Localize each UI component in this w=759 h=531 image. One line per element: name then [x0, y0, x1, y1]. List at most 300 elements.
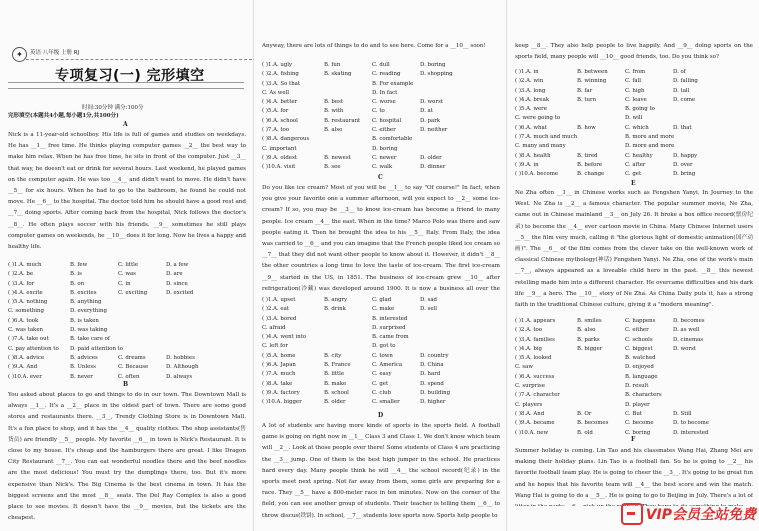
option-row	[8, 317, 248, 326]
option-cell: B. Unless	[70, 364, 96, 371]
option-cell: ( )4.A. better	[262, 99, 298, 106]
option-cell	[166, 298, 214, 307]
option-cell	[166, 345, 214, 354]
option-cell: ( )10.A. ever	[8, 373, 42, 380]
option-cell: D. player	[625, 401, 650, 408]
option-cell: ( )3.A. families	[515, 336, 555, 343]
option-cell: B. old	[577, 429, 593, 436]
option-cell: C. little	[118, 262, 139, 268]
option-row	[8, 261, 248, 270]
option-cell: ( )10.A. become	[515, 171, 559, 178]
option-cell: B. with	[324, 108, 344, 115]
option-cell	[577, 105, 625, 114]
section-label-c: C	[378, 174, 383, 181]
option-cell: C. important	[262, 145, 297, 152]
option-cell: ( )1.A. appears	[515, 318, 556, 324]
option-row	[262, 361, 502, 370]
option-cell: D. over	[673, 161, 693, 168]
option-cell	[324, 145, 372, 154]
option-cell: D. boring	[420, 62, 446, 68]
option-cell: ( )6.A. school	[262, 117, 298, 124]
option-row	[515, 96, 755, 105]
option-cell: D. neither	[420, 127, 448, 134]
option-row	[8, 270, 248, 279]
option-cell	[673, 354, 721, 363]
option-cell: ( )5.A. looked	[515, 355, 552, 362]
option-cell	[420, 89, 468, 98]
option-cell	[118, 317, 166, 326]
section-label-d: D	[378, 412, 384, 419]
option-row	[262, 89, 502, 98]
option-cell: B. anything	[70, 299, 102, 306]
option-cell: C. fall	[625, 78, 642, 85]
header-divider	[26, 59, 252, 60]
option-row	[262, 135, 502, 144]
option-row	[515, 133, 755, 142]
section-label-a: A	[123, 121, 128, 128]
option-row	[515, 354, 755, 363]
option-cell: D. result	[625, 383, 649, 390]
option-cell	[324, 80, 372, 89]
option-cell: ( )3.A. bored	[262, 315, 297, 322]
option-cell: ( )1.A. ugly	[262, 62, 293, 68]
option-row	[262, 380, 502, 389]
option-cell: C. saw	[515, 364, 533, 371]
option-cell: C. America	[372, 362, 403, 369]
option-row	[262, 370, 502, 379]
option-cell: C. walk	[372, 164, 393, 171]
option-cell: B. far	[577, 87, 593, 94]
option-row	[515, 373, 755, 382]
option-cell: D. higher	[420, 399, 446, 406]
option-cell: B. skating	[324, 71, 352, 78]
watermark-text: VIP会员全站免费	[645, 507, 756, 523]
option-cell	[673, 105, 721, 114]
option-cell: ( )8.A. health	[515, 152, 551, 159]
page-header	[12, 47, 252, 61]
title-banner	[8, 82, 244, 89]
option-cell: B. drink	[324, 306, 346, 313]
option-cell: D. got to	[372, 343, 396, 350]
option-row	[515, 419, 755, 428]
option-cell: C. glad	[372, 297, 392, 303]
option-cell	[324, 333, 372, 342]
option-cell: B. going to	[625, 106, 655, 113]
option-cell	[673, 382, 721, 391]
option-cell: B. turn	[577, 96, 597, 103]
passage-e: Ne Zha often __1__ in Chinese works such as Fengshen Yanyi, In Journey to the West. Ne Zha is __2__ a famous character. The popular summer movie, Ne Zha, came out in Chinese mainland __3__ on July 26. It broke a box office record(票房纪录) to become the __4__ ever cartoon movie in China. Many Chinese Internet users __5__ the film very much, calling it "the glorious light of domestic animation(国产动画)". The __6__ of the film comes from the clever take on the well-known work of classical Chinese mythology(神话) Fengshen Yanyi. Ne Zha, one of the work's main __7__, always appeared as a loveable child hero in the past. __8__ this newest retelling made him into a different character. He overcame difficulties and his dark life __9__ a hero. The __10__ story of Ne Zha. As China Daily puts it, has a strong faith in the traditional Chinese culture, giving it a "modern meaning".	[515, 190, 753, 309]
option-cell: ( )2.A. fishing	[262, 71, 299, 78]
option-row	[515, 152, 755, 161]
option-cell: C. make	[372, 306, 395, 313]
option-cell: B. Or	[577, 410, 592, 417]
option-cell: C. hospital	[372, 117, 402, 124]
option-cell	[577, 363, 625, 372]
option-cell: ( )8.A. take	[262, 380, 293, 387]
option-cell: C. players	[515, 401, 543, 408]
passage-b: You asked about places to go and things to do in our town. The Downtown Mall is always __1__. It's a __2__ place in the oldest part of town. There are some good stores and restaurants there. __3__, Trendy Clothing Store is in Downtown Mall. It's a fun place to shop, and it has the __4__ quality clothes. The shop assistants(售货员) are friendly __5__ people. My favorite __6__ in town is Nick's Restaurant. It is close to my house. It's cheap and the hamburgers there are great. I like Dragon City Restaurant __7__. You can eat wonderful noodles there and the beef noodles are the most delicious! You must try the dumplings there, too. But it's more expensive than Nick's. The Big Cinema is the best cinema in town. It has the biggest screens and the most __8__ seats. The Del Ray Complex is also a good place to see movies. It doesn't have the __9__ movies, but the tickets are the cheapest.	[8, 392, 246, 522]
option-row	[515, 363, 755, 372]
option-cell: C. pay attention to	[8, 345, 59, 352]
option-row	[262, 117, 502, 126]
option-cell: B. fun	[324, 62, 341, 68]
option-cell	[118, 345, 166, 354]
option-cell	[673, 401, 721, 410]
option-cell	[324, 324, 372, 333]
option-cell: D. surprised	[372, 324, 406, 331]
option-cell: D. come	[673, 96, 696, 103]
option-cell	[420, 135, 468, 144]
option-row	[262, 61, 502, 70]
option-cell: B. angry	[324, 297, 348, 303]
option-cell	[420, 145, 468, 154]
option-cell: B. more and more	[625, 134, 675, 141]
option-cell: B. watched	[625, 355, 656, 362]
option-cell: C. something	[8, 308, 44, 315]
option-cell: ( )2.A. be	[8, 271, 34, 278]
option-cell: D. are	[166, 271, 183, 278]
option-cell: C. often	[118, 373, 140, 380]
option-cell: D. happy	[673, 152, 698, 159]
option-cell	[420, 315, 468, 324]
option-row	[262, 352, 502, 361]
option-cell: B. bigger	[577, 345, 603, 352]
option-cell: C. high	[625, 87, 645, 94]
option-row	[515, 77, 755, 86]
option-cell: B. France	[324, 362, 351, 369]
option-row	[262, 70, 502, 79]
option-cell: B. smiles	[577, 318, 602, 324]
option-cell: D. as well	[673, 327, 700, 334]
option-cell: C. surprise	[515, 383, 545, 390]
option-cell: B. newest	[324, 154, 351, 161]
option-row	[262, 324, 502, 333]
section-label-f: F	[631, 436, 636, 443]
option-cell: ( )3.A. long	[515, 87, 546, 94]
option-cell: D. tall	[673, 87, 690, 94]
option-cell: D. falling	[673, 78, 698, 85]
option-cell: B. tired	[577, 152, 598, 159]
option-cell: C. which	[625, 124, 649, 131]
option-cell: ( )5.A. for	[262, 108, 289, 115]
option-cell: ( )2.A. eat	[262, 306, 289, 313]
option-cell: C. newer	[372, 154, 397, 161]
option-cell: C. boring	[625, 429, 651, 436]
option-cell: ( )6.A. Japan	[262, 362, 296, 369]
option-cell: D. always	[166, 373, 193, 380]
option-cell: C. dull	[372, 62, 390, 68]
option-row	[515, 317, 755, 326]
option-row	[262, 315, 502, 324]
option-cell: ( )6.A. took	[8, 317, 39, 324]
option-row	[515, 142, 755, 151]
option-cell: D. will	[625, 115, 643, 122]
option-cell: C. get	[372, 380, 389, 387]
option-cell: C. But	[625, 410, 642, 417]
option-cell: C. either	[372, 127, 396, 134]
option-row	[262, 126, 502, 135]
option-row	[515, 124, 755, 133]
option-row	[515, 105, 755, 114]
option-cell: B. For example	[372, 80, 414, 87]
option-cell: B. best	[324, 99, 343, 106]
option-cell	[420, 333, 468, 342]
option-cell: D. building	[420, 389, 451, 396]
section-intro: 完形填空(本题共4小题,每小题1分,共100分)	[8, 113, 119, 119]
option-cell: ( )4.A. big	[515, 345, 543, 352]
option-row	[515, 345, 755, 354]
option-cell	[166, 335, 214, 344]
option-cell: B. older	[324, 399, 346, 406]
option-cell: ( )5.A. home	[262, 352, 296, 359]
option-cell	[118, 307, 166, 316]
option-row	[515, 161, 755, 170]
option-cell: C. either	[625, 327, 649, 334]
option-cell: C. was taken	[8, 327, 43, 334]
option-cell: ( )7.A. too	[262, 127, 290, 134]
option-row	[262, 80, 502, 89]
vip-watermark	[621, 503, 756, 525]
column-1	[0, 0, 252, 531]
option-cell: D. was taking	[70, 327, 108, 334]
option-cell: B. school	[324, 389, 349, 396]
option-cell: ( )4.A. went into	[262, 334, 307, 341]
option-cell: D. at	[420, 108, 433, 115]
section-label-b: B	[123, 381, 129, 388]
option-cell: B. winning	[577, 78, 607, 85]
option-cell: D. country	[420, 352, 449, 359]
option-row	[515, 391, 755, 400]
option-cell: ( )9.A. factory	[262, 389, 300, 396]
option-cell: C. left for	[262, 343, 288, 350]
option-cell: B. excites	[70, 289, 97, 296]
option-cell: D. sell	[420, 306, 437, 313]
option-cell: C. from	[625, 69, 646, 75]
option-row	[515, 326, 755, 335]
option-cell	[577, 373, 625, 382]
option-cell: ( )2.A. win	[515, 78, 544, 85]
option-cell: C. schools	[625, 336, 653, 343]
option-cell: ( )9.A. oldest	[262, 154, 297, 161]
option-cell: B. on	[70, 280, 85, 287]
option-cell: D. boring	[372, 145, 398, 152]
option-cell	[577, 391, 625, 400]
option-row	[515, 410, 755, 419]
option-cell	[577, 142, 625, 151]
option-cell: C. biggest	[625, 345, 653, 352]
option-row	[262, 296, 502, 305]
option-cell	[324, 315, 372, 324]
option-cell: D. Still	[673, 410, 692, 417]
options-c	[262, 296, 502, 408]
option-cell: C. leave	[625, 96, 647, 103]
passage-f: Summer holiday is coming. Lin Tao and his classmates Wang Hai, Zhang Mei are making their holiday plans. Lin Tao is a football fan. So he is going to __2__ his favorite football team play. He is going to cheer the __3__. It's going to be great fun and he hopes that his favorite team will __4__ the best score and win the match. Wang Hai is going to do a __5__. He is going to go to Beijing in July. There's a lot of	[515, 448, 753, 499]
option-cell	[324, 135, 372, 144]
option-cell: B. comfortable	[372, 136, 413, 143]
option-cell: D. everything	[70, 308, 107, 315]
option-row	[8, 354, 248, 363]
option-cell: C. get	[625, 171, 642, 178]
option-cell: D. older	[420, 154, 442, 161]
time-info: 时间:30分钟 满分:100分	[82, 105, 144, 111]
option-cell	[673, 363, 721, 372]
option-row	[262, 154, 502, 163]
option-cell: B. few	[70, 262, 88, 268]
option-row	[8, 289, 248, 298]
option-cell: B. parks	[577, 336, 600, 343]
option-row	[262, 98, 502, 107]
option-cell: D. worst	[420, 99, 443, 106]
option-row	[8, 298, 248, 307]
option-cell: ( )8.A. dangerous	[262, 136, 310, 143]
option-cell: C. many and many	[515, 143, 566, 150]
passage-c: Do you like ice cream? Most of you will be __1__ to say "Of course!" In fact, when you give your favorite one a summer afternoon, will you expect to __2__ some ice-cream? If so, you may be __3__ to know ice-cream has become a friend to many people. Ice cream __4__ the east. When in the time? Marco Polo was there and saw people eating it. Then he brought the idea to his __5__ Italy. From Italy, the idea was carried to __6__ and you can imagine that the French people liked ice cream so __7__ that they did not want other people to know about it. However, it didn't __8__ the other countries a long time to love the taste of ice-cream. The first ice-cream __9__ started in the US, in 1851. The business of ice-cream grew __10__ after refrigeration(冷藏) was developed around 1900. It is now a business all over the	[262, 185, 500, 292]
option-cell: C. exciting	[118, 289, 148, 296]
option-cell	[420, 80, 468, 89]
option-cell: C. afraid	[262, 324, 286, 331]
section-label-e: E	[631, 180, 636, 187]
column-3	[506, 0, 759, 531]
option-cell: ( )7.A. character	[515, 392, 560, 399]
option-cell: D. Although	[166, 364, 199, 371]
option-cell	[673, 391, 721, 400]
option-cell	[166, 317, 214, 326]
options-e	[515, 317, 755, 438]
option-cell: ( )5.A. nothing	[8, 299, 48, 306]
option-cell: ( )8.A. And	[515, 410, 545, 417]
option-cell: D. enjoyed	[625, 364, 654, 371]
option-cell: B. is taken	[70, 317, 99, 324]
option-cell: D. dinner	[420, 164, 446, 171]
passage-a: Nick is a 11-year-old schoolboy. His life is full of games and studies on weekdays. He has __1__ free time. He thinks playing computer games __2__ the best way to make him relax. When he has free time, he sits in front of the computer. Just __3__ that way, he doesn't eat or drink for several hours. Last weekend, he played games on the computer again. He was too __4__ and didn't want to move. He didn't have __5__ for six hours. When he had to go to the bathroom, he found he could not move. He __6__ to the hospital. The doctor told him he should have a good rest and __7__ doing sports. After coming back from the hospital, Nick follows the doctor's __8__. He often plays soccer with his friends. __9__ sometimes he still plays computer games on weekends, he __10__ does it for long. Now he lives a happy and healthy life.	[8, 132, 246, 251]
option-cell: ( )9.A. in	[515, 161, 539, 168]
option-cell: C. easy	[372, 371, 392, 378]
option-cell: D. worst	[673, 345, 696, 352]
option-cell: B. also	[577, 327, 596, 334]
option-row	[515, 87, 755, 96]
option-cell: B. interested	[372, 315, 408, 322]
option-cell	[118, 326, 166, 335]
option-row	[8, 307, 248, 316]
option-cell: D. to become	[673, 420, 709, 427]
option-cell	[324, 89, 372, 98]
option-cell	[577, 114, 625, 123]
option-cell: ( )4.A. break	[515, 96, 550, 103]
option-cell: ( )2.A. too	[515, 327, 543, 334]
option-cell: C. worse	[372, 99, 396, 106]
option-cell: D. interested	[673, 429, 709, 436]
option-cell: B. came from	[372, 334, 409, 341]
option-cell: C. As well	[262, 89, 289, 96]
option-cell	[118, 298, 166, 307]
option-row	[515, 336, 755, 345]
option-row	[515, 114, 755, 123]
option-cell: ( )1.A. in	[515, 69, 539, 75]
option-cell	[420, 324, 468, 333]
option-row	[262, 145, 502, 154]
option-cell: D. bring	[673, 171, 696, 178]
option-cell	[166, 326, 214, 335]
option-row	[262, 163, 502, 172]
option-row	[8, 335, 248, 344]
option-cell: ( )10.A. new	[515, 429, 549, 436]
option-cell: C. smaller	[372, 399, 400, 406]
option-row	[262, 107, 502, 116]
option-cell: B. how	[577, 124, 596, 131]
option-cell	[324, 342, 372, 351]
option-cell: ( )6.A. what	[515, 124, 547, 131]
option-cell: B. also	[324, 127, 343, 134]
option-cell: D. hobbies	[166, 354, 195, 361]
option-row	[262, 398, 502, 407]
option-cell	[577, 382, 625, 391]
option-cell: B. becomes	[577, 420, 609, 427]
option-cell	[673, 142, 721, 151]
option-cell: C. town	[372, 352, 393, 359]
option-cell: D. shopping	[420, 71, 453, 78]
option-cell: B. city	[324, 352, 342, 359]
option-cell: D. becomes	[673, 318, 705, 324]
option-cell: B. between	[577, 69, 608, 75]
option-cell: D. a few	[166, 262, 189, 268]
option-cell	[673, 133, 721, 142]
option-cell	[673, 373, 721, 382]
passage-d: A lot of students are having more kinds of sports in the sports field. A football game is going on right now in __1__ Class 3 and Class 1. We don't know which team will __2__. Look at those people over there! Some students of Class 4 are practicing the __3__ jump. One of them is the best high jumper in the school. He practices hard every day. Many people think he will __4__ the school record(纪录) in the sports meet next spring. Not far away from them, some girls are preparing for a race. They __5__ have a 800-meter race in ten minutes. Now on the corner of the field, you can see another group of students. Their teacher is telling them __6__ to throw discus(铁饼). In school, __7__ students love sports now. Sports help people to	[262, 423, 500, 519]
option-cell: D. In fact	[372, 89, 398, 96]
option-cell: B. see	[324, 164, 341, 171]
options-d	[515, 68, 755, 180]
header-text: 英语 八年级 上册 RJ	[30, 50, 80, 56]
option-row	[262, 305, 502, 314]
option-cell	[673, 114, 721, 123]
option-cell: D. sad	[420, 297, 437, 303]
option-cell: B. make	[324, 380, 347, 387]
option-cell: B. characters	[625, 392, 662, 399]
option-cell: C. healthy	[625, 152, 653, 159]
option-row	[262, 342, 502, 351]
option-row	[262, 389, 502, 398]
option-cell: C. Because	[118, 364, 149, 371]
option-cell: ( )10.A. bigger	[262, 399, 302, 406]
option-cell: ( )7.A. much	[262, 371, 296, 378]
option-cell	[577, 133, 625, 142]
option-cell: C. to	[372, 108, 385, 115]
option-cell: C. reading	[372, 71, 401, 78]
option-cell: D. of	[673, 69, 686, 75]
option-cell: ( )6.A. success	[515, 373, 555, 380]
option-cell	[577, 354, 625, 363]
option-row	[262, 333, 502, 342]
option-row	[8, 345, 248, 354]
option-cell: ( )9.A. became	[515, 420, 555, 427]
option-cell: D. that	[673, 124, 692, 131]
option-row	[8, 363, 248, 372]
option-cell: B. language	[625, 373, 658, 380]
passage-d-cont: keep __8__. They also help people to live happily. And __9__ doing sports on the sports field, many people will __10__ good friends, too. Do you think so?	[515, 43, 753, 61]
option-cell: C. become	[625, 420, 654, 427]
option-cell: C. club	[372, 389, 392, 396]
option-cell: ( )10.A. visit	[262, 164, 296, 171]
option-cell: C. were going to	[515, 115, 561, 122]
option-cell: B. change	[577, 171, 605, 178]
option-cell: B. is	[70, 271, 82, 278]
option-cell: D. excited	[166, 289, 194, 296]
option-cell: D. cinemas	[673, 336, 704, 343]
option-cell: D. more and more	[625, 143, 675, 150]
column-2	[253, 0, 506, 531]
option-cell: ( )5.A. were	[515, 106, 547, 113]
option-cell: ( )7.A. take out	[8, 336, 49, 343]
